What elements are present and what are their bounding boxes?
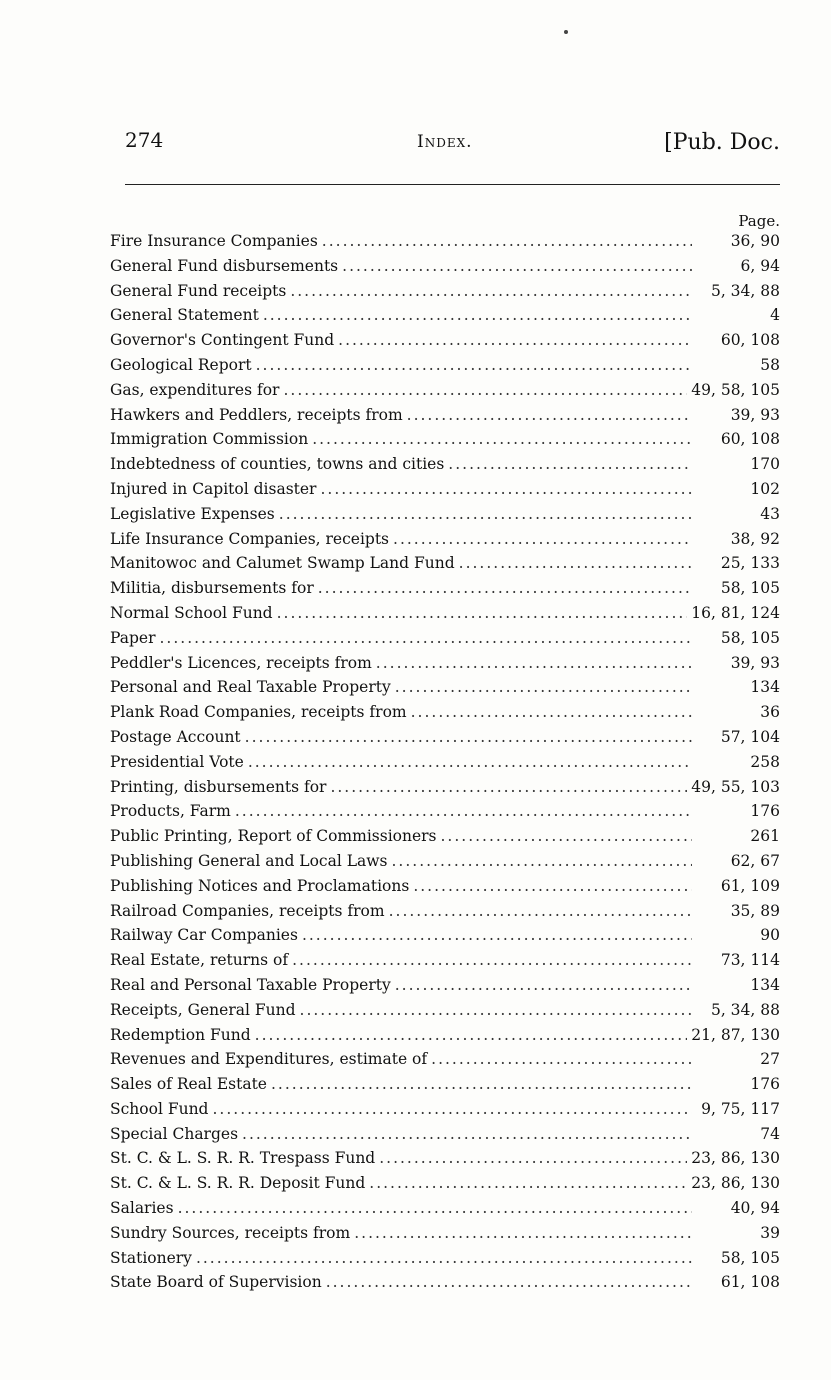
entry-subject: General Fund disbursements <box>110 256 339 275</box>
entry-subject: Publishing Notices and Proclamations <box>110 876 410 895</box>
dot-leader <box>320 477 692 502</box>
dot-leader <box>448 452 692 477</box>
entry-subject: Governor's Contingent Fund <box>110 331 335 350</box>
index-entry <box>110 775 780 800</box>
index-entries <box>110 229 780 1295</box>
index-entry <box>110 1246 780 1271</box>
index-entry <box>110 899 780 924</box>
entry-pages: 23, 86, 130 <box>691 1149 780 1168</box>
entry-subject: Publishing General and Local Laws <box>110 851 388 870</box>
dot-leader <box>338 328 692 353</box>
dot-leader <box>395 973 692 998</box>
entry-pages: 5, 34, 88 <box>710 281 780 300</box>
entry-pages: 36 <box>760 703 780 722</box>
entry-pages: 61, 108 <box>720 1273 780 1292</box>
entry-pages: 90 <box>760 926 780 945</box>
entry-subject: Revenues and Expenditures, estimate of <box>110 1050 428 1069</box>
entry-pages: 176 <box>750 802 780 821</box>
index-entry <box>110 452 780 477</box>
index-entry <box>110 700 780 725</box>
entry-pages: 261 <box>750 827 780 846</box>
dot-leader <box>391 849 692 874</box>
entry-subject: School Fund <box>110 1099 209 1118</box>
entry-pages: 61, 109 <box>720 876 780 895</box>
dot-leader <box>441 824 693 849</box>
page-title: Index. <box>417 132 473 152</box>
entry-pages: 49, 58, 105 <box>691 380 780 399</box>
header-rule <box>125 184 780 185</box>
entry-pages: 40, 94 <box>730 1199 780 1218</box>
entry-subject: Geological Report <box>110 355 252 374</box>
entry-subject: Real Estate, returns of <box>110 951 289 970</box>
entry-subject: Railway Car Companies <box>110 926 298 945</box>
index-entry <box>110 502 780 527</box>
entry-pages: 58, 105 <box>720 628 780 647</box>
index-entry <box>110 799 780 824</box>
entry-pages: 27 <box>760 1050 780 1069</box>
index-entry <box>110 973 780 998</box>
index-entry <box>110 626 780 651</box>
entry-subject: Presidential Vote <box>110 752 244 771</box>
entry-subject: Militia, disbursements for <box>110 579 314 598</box>
entry-subject: St. C. & L. S. R. R. Trespass Fund <box>110 1149 376 1168</box>
entry-pages: 16, 81, 124 <box>691 603 780 622</box>
entry-pages: 58, 105 <box>720 1248 780 1267</box>
entry-subject: Injured in Capitol disaster <box>110 479 317 498</box>
document-reference: [Pub. Doc. <box>664 130 780 155</box>
dot-leader <box>242 1122 692 1147</box>
entry-pages: 39, 93 <box>730 653 780 672</box>
entry-pages: 57, 104 <box>720 727 780 746</box>
index-entry <box>110 303 780 328</box>
index-entry <box>110 998 780 1023</box>
dot-leader <box>196 1246 692 1271</box>
entry-subject: Manitowoc and Calumet Swamp Land Fund <box>110 554 455 573</box>
index-entry <box>110 1047 780 1072</box>
entry-subject: General Statement <box>110 306 259 325</box>
dot-leader <box>290 279 692 304</box>
entry-subject: Postage Account <box>110 727 241 746</box>
index-entry <box>110 1171 780 1196</box>
entry-subject: Special Charges <box>110 1124 239 1143</box>
index-entry <box>110 601 780 626</box>
entry-pages: 60, 108 <box>720 331 780 350</box>
index-entry <box>110 725 780 750</box>
entry-subject: Personal and Real Taxable Property <box>110 678 391 697</box>
dot-leader <box>322 229 692 254</box>
index-entry <box>110 254 780 279</box>
page-column-heading: Page. <box>738 212 780 230</box>
dot-leader <box>431 1047 692 1072</box>
index-entry <box>110 551 780 576</box>
entry-subject: Paper <box>110 628 156 647</box>
index-entry <box>110 1196 780 1221</box>
dot-leader <box>312 427 692 452</box>
entry-pages: 4 <box>770 306 780 325</box>
entry-pages: 9, 75, 117 <box>701 1099 780 1118</box>
dot-leader <box>342 254 692 279</box>
page-number: 274 <box>125 128 164 152</box>
entry-subject: Hawkers and Peddlers, receipts from <box>110 405 403 424</box>
dot-leader <box>413 874 692 899</box>
index-entry <box>110 229 780 254</box>
entry-pages: 74 <box>760 1124 780 1143</box>
dot-leader <box>277 601 688 626</box>
entry-pages: 25, 133 <box>720 554 780 573</box>
dot-leader <box>279 502 692 527</box>
entry-subject: St. C. & L. S. R. R. Deposit Fund <box>110 1174 366 1193</box>
index-entry <box>110 1097 780 1122</box>
index-entry <box>110 750 780 775</box>
dot-leader <box>326 1270 692 1295</box>
entry-subject: Redemption Fund <box>110 1025 251 1044</box>
index-entry <box>110 874 780 899</box>
entry-subject: Sundry Sources, receipts from <box>110 1223 351 1242</box>
index-entry <box>110 576 780 601</box>
dot-leader <box>389 899 692 924</box>
index-entry <box>110 279 780 304</box>
entry-pages: 134 <box>750 975 780 994</box>
dot-leader <box>212 1097 692 1122</box>
entry-subject: Legislative Expenses <box>110 504 275 523</box>
entry-pages: 176 <box>750 1075 780 1094</box>
index-entry <box>110 353 780 378</box>
entry-pages: 258 <box>750 752 780 771</box>
dot-leader <box>178 1196 692 1221</box>
dot-leader <box>248 750 692 775</box>
index-entry <box>110 427 780 452</box>
entry-pages: 73, 114 <box>720 951 780 970</box>
entry-pages: 43 <box>760 504 780 523</box>
entry-pages: 35, 89 <box>730 901 780 920</box>
entry-subject: Plank Road Companies, receipts from <box>110 703 407 722</box>
dot-leader <box>395 675 692 700</box>
entry-pages: 5, 34, 88 <box>710 1000 780 1019</box>
dot-leader <box>379 1146 687 1171</box>
entry-subject: Real and Personal Taxable Property <box>110 975 391 994</box>
dot-leader <box>376 651 692 676</box>
dot-leader <box>407 403 692 428</box>
entry-pages: 38, 92 <box>730 529 780 548</box>
index-entry <box>110 1072 780 1097</box>
scan-speck <box>564 30 568 34</box>
entry-subject: Sales of Real Estate <box>110 1075 267 1094</box>
index-entry <box>110 378 780 403</box>
entry-subject: Railroad Companies, receipts from <box>110 901 385 920</box>
entry-subject: Public Printing, Report of Commissioners <box>110 827 437 846</box>
entry-subject: Life Insurance Companies, receipts <box>110 529 390 548</box>
index-entry <box>110 403 780 428</box>
dot-leader <box>318 576 692 601</box>
entry-pages: 60, 108 <box>720 430 780 449</box>
entry-pages: 23, 86, 130 <box>691 1174 780 1193</box>
entry-subject: Printing, disbursements for <box>110 777 327 796</box>
dot-leader <box>302 923 692 948</box>
page-header <box>125 128 780 168</box>
dot-leader <box>300 998 692 1023</box>
entry-subject: State Board of Supervision <box>110 1273 322 1292</box>
index-entry <box>110 824 780 849</box>
index-entry <box>110 477 780 502</box>
dot-leader <box>255 1023 688 1048</box>
entry-subject: Fire Insurance Companies <box>110 232 318 250</box>
entry-pages: 49, 55, 103 <box>691 777 780 796</box>
entry-subject: Stationery <box>110 1248 192 1267</box>
entry-pages: 170 <box>750 455 780 474</box>
entry-pages: 36, 90 <box>730 232 780 250</box>
index-entry <box>110 1122 780 1147</box>
index-entry <box>110 1023 780 1048</box>
entry-subject: Salaries <box>110 1199 174 1218</box>
index-entry <box>110 675 780 700</box>
index-entry <box>110 1146 780 1171</box>
dot-leader <box>459 551 692 576</box>
entry-subject: Indebtedness of counties, towns and cities <box>110 455 445 474</box>
dot-leader <box>159 626 692 651</box>
dot-leader <box>292 948 692 973</box>
entry-subject: Products, Farm <box>110 802 231 821</box>
index-entry <box>110 948 780 973</box>
index-entry <box>110 1221 780 1246</box>
entry-subject: Immigration Commission <box>110 430 309 449</box>
entry-pages: 21, 87, 130 <box>691 1025 780 1044</box>
dot-leader <box>256 353 692 378</box>
entry-pages: 6, 94 <box>740 256 780 275</box>
entry-subject: General Fund receipts <box>110 281 287 300</box>
entry-pages: 62, 67 <box>730 851 780 870</box>
entry-pages: 58 <box>760 355 780 374</box>
entry-pages: 58, 105 <box>720 579 780 598</box>
dot-leader <box>263 303 692 328</box>
dot-leader <box>369 1171 687 1196</box>
dot-leader <box>245 725 692 750</box>
entry-subject: Receipts, General Fund <box>110 1000 296 1019</box>
dot-leader <box>235 799 692 824</box>
dot-leader <box>283 378 687 403</box>
index-entry <box>110 328 780 353</box>
entry-subject: Peddler's Licences, receipts from <box>110 653 372 672</box>
dot-leader <box>271 1072 692 1097</box>
entry-subject: Normal School Fund <box>110 603 273 622</box>
index-entry <box>110 849 780 874</box>
dot-leader <box>411 700 692 725</box>
index-entry <box>110 923 780 948</box>
index-entry <box>110 651 780 676</box>
entry-pages: 39, 93 <box>730 405 780 424</box>
entry-subject: Gas, expenditures for <box>110 380 280 399</box>
index-entry <box>110 527 780 552</box>
entry-pages: 134 <box>750 678 780 697</box>
dot-leader <box>330 775 687 800</box>
entry-pages: 102 <box>750 479 780 498</box>
index-entry <box>110 1270 780 1295</box>
entry-pages: 39 <box>760 1223 780 1242</box>
dot-leader <box>393 527 692 552</box>
dot-leader <box>354 1221 692 1246</box>
